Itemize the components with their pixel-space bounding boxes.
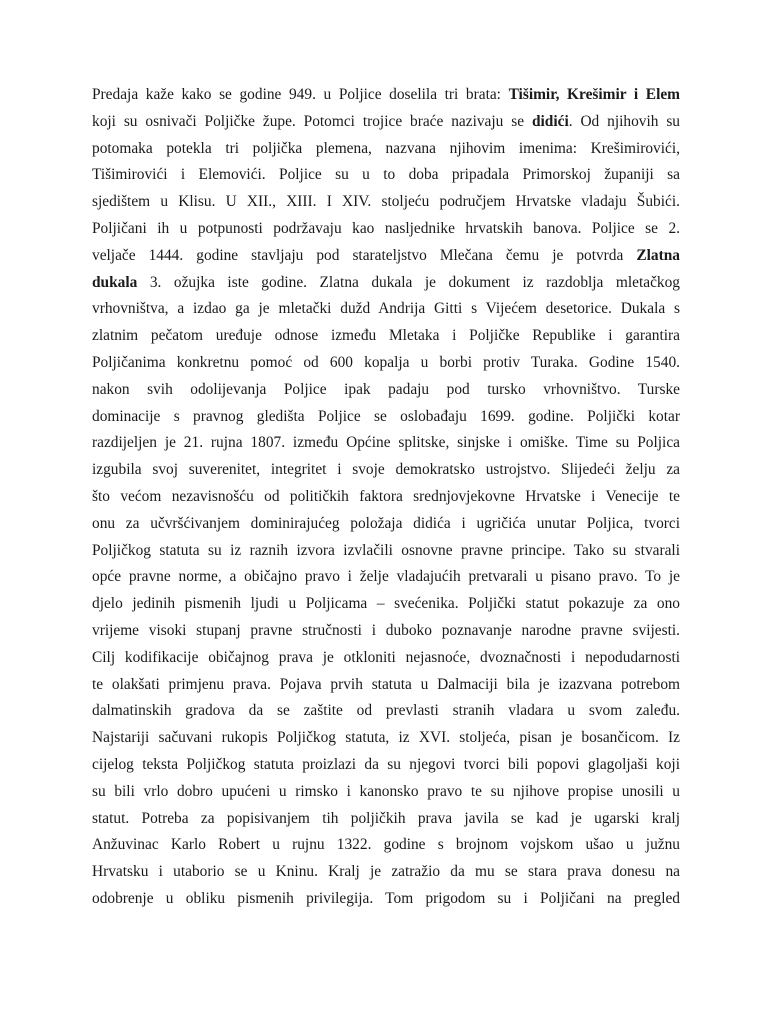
text-line xyxy=(92,832,680,859)
text-segment: razdijeljen je 21. rujna 1807. između Općine splitske, sinjske i omiške. Time su Poljica xyxy=(92,434,680,452)
text-segment: Cilj kodifikacije običajnog prava je otkloniti nejasnoće, dvoznačnosti i nepodudarnosti xyxy=(92,648,680,666)
text-line xyxy=(92,806,680,833)
text-line xyxy=(92,886,680,913)
text-segment: djelo jedinih pismenih ljudi u Poljicama – svećenika. Poljički statut pokazuje za ono xyxy=(92,595,680,613)
text-line xyxy=(92,350,680,377)
text-segment: . Od njihovih su xyxy=(568,112,681,130)
text-segment: su bili vrlo dobro upućeni u rimsko i kanonsko pravo te su njihove propise unosili u xyxy=(92,782,680,800)
text-segment: veljače 1444. godine stavljaju pod starateljstvo Mlečana čemu je potvrda xyxy=(92,246,637,264)
text-segment: cijelog teksta Poljičkog statuta proizlazi da su njegovi tvorci bili popovi glagoljaši koji xyxy=(92,755,680,773)
bold-text-segment: Tišimir, Krešimir i Elem xyxy=(508,86,681,103)
text-line xyxy=(92,672,680,699)
text-line xyxy=(92,645,680,672)
text-segment: što većom nezavisnošću od političkih faktora srednjovjekovne Hrvatske i Venecije te xyxy=(92,487,680,505)
text-segment: vrhovništva, a izdao ga je mletački dužd Andrija Gitti s Vijećem desetorice. Dukala s xyxy=(92,300,680,318)
text-segment: Predaja kaže kako se godine 949. u Poljice doselila tri brata: xyxy=(92,86,509,103)
text-line xyxy=(92,323,680,350)
text-segment: izgubila svoj suverenitet, integritet i svoje demokratsko ustrojstvo. Slijedeći želju za xyxy=(92,461,680,479)
text-segment: potomaka potekla tri poljička plemena, nazvana njihovim imenima: Krešimirovići, xyxy=(92,139,680,157)
text-line xyxy=(92,752,680,779)
text-segment: odobrenje u obliku pismenih privilegija. Tom prigodom su i Poljičani na pregled xyxy=(92,889,680,907)
text-line xyxy=(92,109,680,136)
text-segment: dominacije s pravnog gledišta Poljice se oslobađaju 1699. godine. Poljički kotar xyxy=(92,407,680,425)
text-line xyxy=(92,216,680,243)
text-line xyxy=(92,189,680,216)
text-segment: Tišimirovići i Elemovići. Poljice su u to doba pripadala Primorskoj županiji sa xyxy=(92,166,680,184)
text-line xyxy=(92,457,680,484)
text-segment: Anžuvinac Karlo Robert u rujnu 1322. godine s brojnom vojskom ušao u južnu xyxy=(92,836,680,854)
text-line xyxy=(92,591,680,618)
text-segment: Poljičanima konkretnu pomoć od 600 kopalja u borbi protiv Turaka. Godine 1540. xyxy=(92,353,680,371)
text-segment: sjedištem u Klisu. U XII., XIII. I XIV. stoljeću područjem Hrvatske vladaju Šubići. xyxy=(92,193,680,211)
text-line xyxy=(92,296,680,323)
text-segment: Hrvatsku i utaborio se u Kninu. Kralj je zatražio da mu se stara prava donesu na xyxy=(92,863,680,881)
text-line xyxy=(92,564,680,591)
text-segment: Poljičkog statuta su iz raznih izvora izvlačili osnovne pravne principe. Tako su stvarali xyxy=(92,541,680,559)
text-segment: vrijeme visoki stupanj pravne stručnosti i duboko poznavanje narodne pravne svijesti. xyxy=(92,621,680,639)
text-line xyxy=(92,725,680,752)
text-segment: opće pravne norme, a običajno pravo i želje vladajućih pretvarali u pisano pravo. To je xyxy=(92,568,680,586)
text-line xyxy=(92,162,680,189)
text-segment: Najstariji sačuvani rukopis Poljičkog statuta, iz XVI. stoljeća, pisan je bosančicom. Iz xyxy=(92,729,680,747)
bold-text-segment: didići xyxy=(531,112,569,130)
text-line xyxy=(92,243,680,270)
text-segment: koji su osnivači Poljičke župe. Potomci trojice braće nazivaju se xyxy=(92,112,532,130)
text-segment: Poljičani ih u potpunosti podržavaju kao nasljednike hrvatskih banova. Poljice se 2. xyxy=(92,219,680,237)
body-text xyxy=(92,82,680,913)
text-line xyxy=(92,377,680,404)
text-segment: dalmatinskih gradova da se zaštite od prevlasti stranih vladara u svom zaleđu. xyxy=(92,702,680,720)
text-segment: 3. ožujka iste godine. Zlatna dukala je dokument iz razdoblja mletačkog xyxy=(137,273,680,291)
text-segment: onu za učvršćivanjem dominirajućeg položaja didića i ugričića unutar Poljica, tvorci xyxy=(92,514,680,532)
text-line xyxy=(92,404,680,431)
text-line xyxy=(92,618,680,645)
text-line xyxy=(92,484,680,511)
text-line xyxy=(92,82,680,109)
text-line xyxy=(92,511,680,538)
text-line xyxy=(92,779,680,806)
bold-text-segment: Zlatna xyxy=(636,246,680,264)
text-line xyxy=(92,430,680,457)
text-segment: statut. Potreba za popisivanjem tih poljičkih prava javila se kad je ugarski kralj xyxy=(92,809,680,827)
text-segment: nakon svih odolijevanja Poljice ipak padaju pod tursko vrhovništvo. Turske xyxy=(92,380,680,398)
text-line xyxy=(92,136,680,163)
text-segment: te olakšati primjenu prava. Pojava prvih statuta u Dalmaciji bila je izazvana potrebom xyxy=(92,675,680,693)
text-line xyxy=(92,859,680,886)
text-segment: zlatnim pečatom uređuje odnose između Mletaka i Poljičke Republike i garantira xyxy=(92,327,680,345)
text-line xyxy=(92,270,680,297)
text-line xyxy=(92,698,680,725)
bold-text-segment: dukala xyxy=(92,273,138,291)
text-line xyxy=(92,538,680,565)
